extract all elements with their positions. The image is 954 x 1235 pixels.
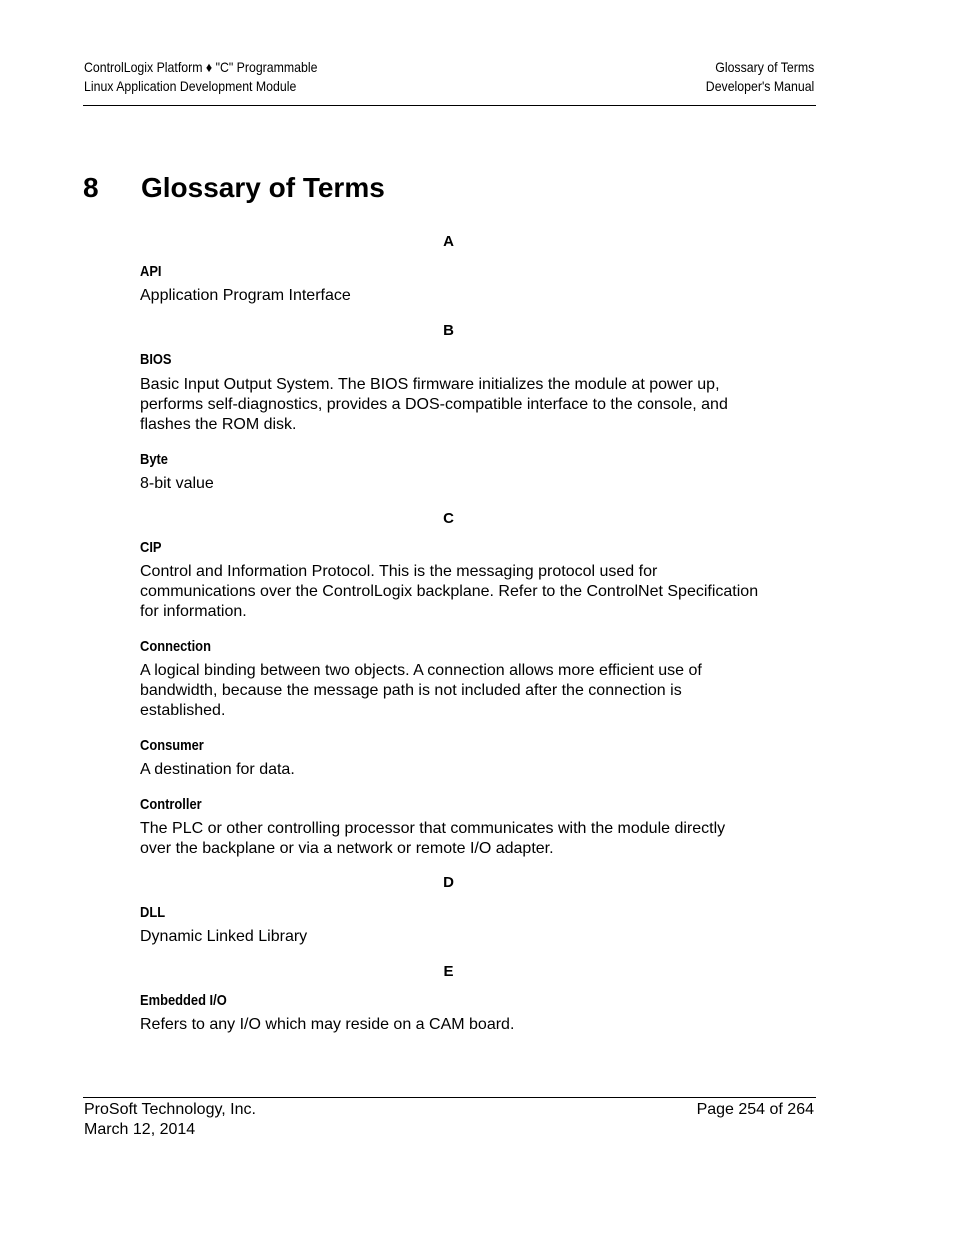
footer-page-number: Page 254 of 264: [696, 1101, 814, 1118]
glossary-term: Byte: [140, 451, 168, 468]
section-letter-c: C: [443, 510, 454, 527]
footer-date: March 12, 2014: [84, 1121, 196, 1138]
glossary-definition: 8-bit value: [140, 475, 214, 492]
glossary-definition: Dynamic Linked Library: [140, 928, 308, 945]
page-footer: [83, 1097, 816, 1138]
chapter-heading: [83, 171, 385, 205]
glossary-term: Embedded I/O: [140, 992, 227, 1009]
glossary-term: DLL: [140, 904, 166, 921]
glossary-definition: The PLC or other controlling processor that communicates with the module directly over the backplane or via a network or remote I/O adapter.: [140, 820, 726, 857]
glossary-definition: Application Program Interface: [140, 287, 351, 304]
glossary-term: Controller: [140, 796, 202, 813]
header-left: [84, 58, 317, 96]
section-letter-d: D: [443, 874, 454, 891]
glossary-term: CIP: [140, 539, 162, 556]
glossary-definition: Refers to any I/O which may reside on a CAM board.: [140, 1016, 515, 1033]
glossary-term: BIOS: [140, 351, 172, 368]
glossary-term: Consumer: [140, 737, 204, 754]
glossary-definition: Basic Input Output System. The BIOS firmware initializes the module at power up, performs self-diagnostics, provides a DOS-compatible interface to the console, and flashes the ROM disk.: [140, 376, 728, 433]
header-section-line: Glossary of Terms: [714, 59, 814, 75]
header-manual-line: Developer's Manual: [705, 78, 814, 94]
glossary-term: Connection: [140, 638, 211, 655]
page-header: [83, 56, 816, 106]
glossary-term: API: [140, 263, 162, 280]
section-letter-a: A: [443, 233, 454, 250]
glossary-definition: Control and Information Protocol. This is the messaging protocol used for communications over the ControlLogix backplane. Refer to the ControlNet Specification for information.: [140, 563, 759, 620]
footer-left: [84, 1100, 256, 1140]
section-letter-b: B: [443, 322, 454, 339]
glossary-definition: A logical binding between two objects. A connection allows more efficient use of bandwidth, because the message path is not included after the connection is established.: [140, 662, 702, 719]
header-right: [705, 58, 814, 96]
header-module-line: Linux Application Development Module: [84, 78, 297, 94]
section-letter-e: E: [443, 963, 454, 980]
chapter-number: 8: [83, 172, 99, 203]
glossary-definition: A destination for data.: [140, 761, 295, 778]
glossary-content: [140, 232, 760, 1035]
footer-company: ProSoft Technology, Inc.: [84, 1101, 256, 1118]
chapter-title: Glossary of Terms: [141, 172, 385, 203]
header-product-line: ControlLogix Platform ♦ "C" Programmable: [84, 59, 318, 75]
